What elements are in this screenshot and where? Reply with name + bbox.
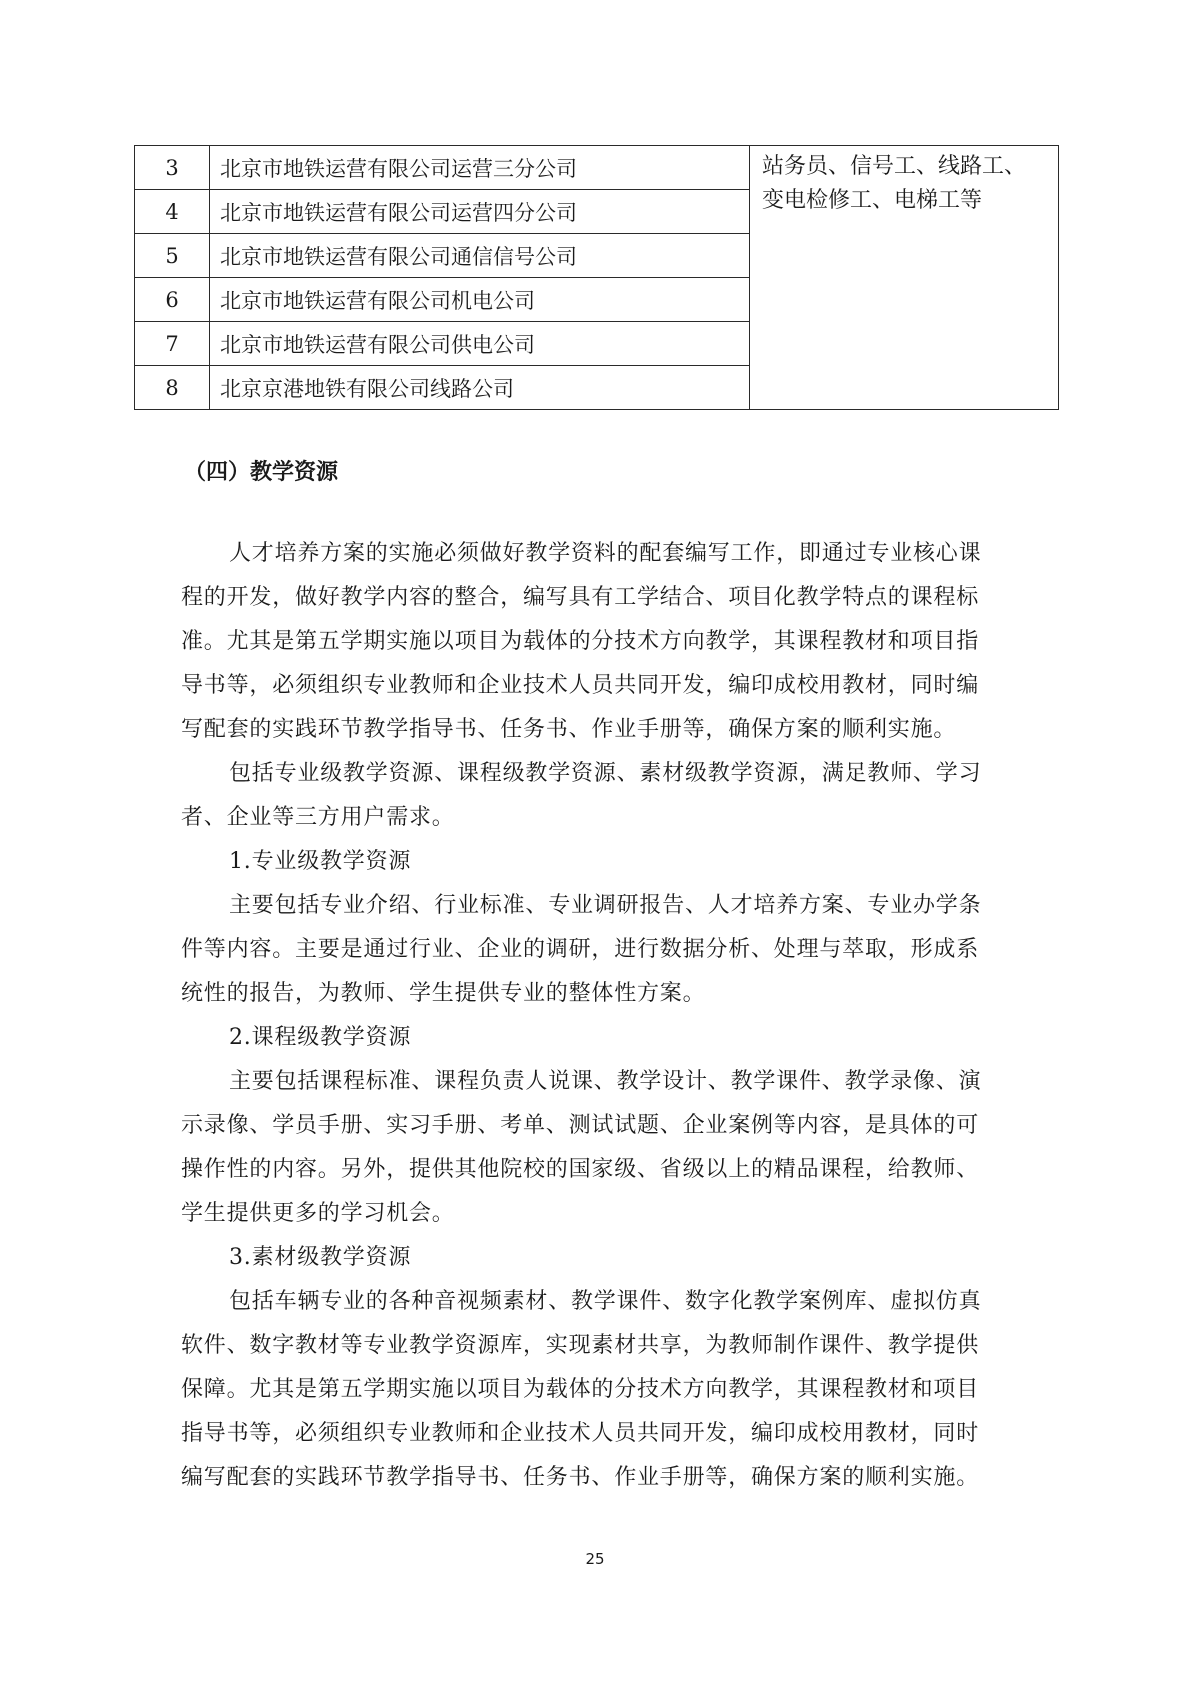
paragraph-line: 导书等，必须组织专业教师和企业技术人员共同开发，编印成校用教材，同时编	[181, 673, 980, 698]
company-name: 北京市地铁运营有限公司运营三分公司	[210, 146, 750, 190]
job-positions-cell	[750, 146, 1059, 410]
paragraph-line: 包括车辆专业的各种音视频素材、教学课件、数字化教学案例库、虚拟仿真	[229, 1289, 982, 1314]
row-number: 5	[135, 234, 210, 278]
paragraph-line: 操作性的内容。另外，提供其他院校的国家级、省级以上的精品课程，给教师、	[181, 1157, 980, 1182]
table-row	[135, 146, 1059, 190]
enterprise-table	[134, 145, 1059, 410]
subsection-title: 2.课程级教学资源	[229, 1025, 412, 1050]
company-name: 北京市地铁运营有限公司通信信号公司	[210, 234, 750, 278]
paragraph-line: 程的开发，做好教学内容的整合，编写具有工学结合、项目化教学特点的课程标	[181, 585, 980, 610]
job-positions-line: 站务员、信号工、线路工、	[762, 154, 1027, 179]
company-name: 北京市地铁运营有限公司运营四分公司	[210, 190, 750, 234]
paragraph-line: 示录像、学员手册、实习手册、考单、测试试题、企业案例等内容，是具体的可	[181, 1113, 980, 1138]
paragraph-line: 主要包括专业介绍、行业标准、专业调研报告、人才培养方案、专业办学条	[229, 893, 982, 918]
paragraph-line: 包括专业级教学资源、课程级教学资源、素材级教学资源，满足教师、学习	[229, 761, 982, 786]
paragraph-line: 者、企业等三方用户需求。	[181, 805, 455, 830]
section-body	[181, 532, 1011, 1500]
paragraph-line: 学生提供更多的学习机会。	[181, 1201, 455, 1226]
paragraph-line: 保障。尤其是第五学期实施以项目为载体的分技术方向教学，其课程教材和项目	[181, 1377, 980, 1402]
company-name: 北京市地铁运营有限公司机电公司	[210, 278, 750, 322]
paragraph-line: 写配套的实践环节教学指导书、任务书、作业手册等，确保方案的顺利实施。	[181, 717, 957, 742]
paragraph-line: 准。尤其是第五学期实施以项目为载体的分技术方向教学，其课程教材和项目指	[181, 629, 980, 654]
company-name: 北京京港地铁有限公司线路公司	[210, 366, 750, 410]
paragraph-line: 件等内容。主要是通过行业、企业的调研，进行数据分析、处理与萃取，形成系	[181, 937, 980, 962]
subsection-title: 3.素材级教学资源	[229, 1245, 412, 1270]
subsection-title: 1.专业级教学资源	[229, 849, 412, 874]
page-number: 25	[585, 1550, 605, 1568]
row-number: 8	[135, 366, 210, 410]
paragraph-line: 主要包括课程标准、课程负责人说课、教学设计、教学课件、教学录像、演	[229, 1069, 982, 1094]
paragraph-line: 人才培养方案的实施必须做好教学资料的配套编写工作，即通过专业核心课	[229, 541, 982, 566]
paragraph-line: 软件、数字教材等专业教学资源库，实现素材共享，为教师制作课件、教学提供	[181, 1333, 980, 1358]
paragraph-line: 统性的报告，为教师、学生提供专业的整体性方案。	[181, 981, 706, 1006]
company-name: 北京市地铁运营有限公司供电公司	[210, 322, 750, 366]
row-number: 3	[135, 146, 210, 190]
job-positions-line: 变电检修工、电梯工等	[762, 188, 983, 213]
paragraph-line: 编写配套的实践环节教学指导书、任务书、作业手册等，确保方案的顺利实施。	[181, 1465, 980, 1490]
row-number: 4	[135, 190, 210, 234]
row-number: 6	[135, 278, 210, 322]
row-number: 7	[135, 322, 210, 366]
paragraph-line: 指导书等，必须组织专业教师和企业技术人员共同开发，编印成校用教材，同时	[181, 1421, 980, 1446]
section-heading: （四）教学资源	[184, 460, 339, 485]
